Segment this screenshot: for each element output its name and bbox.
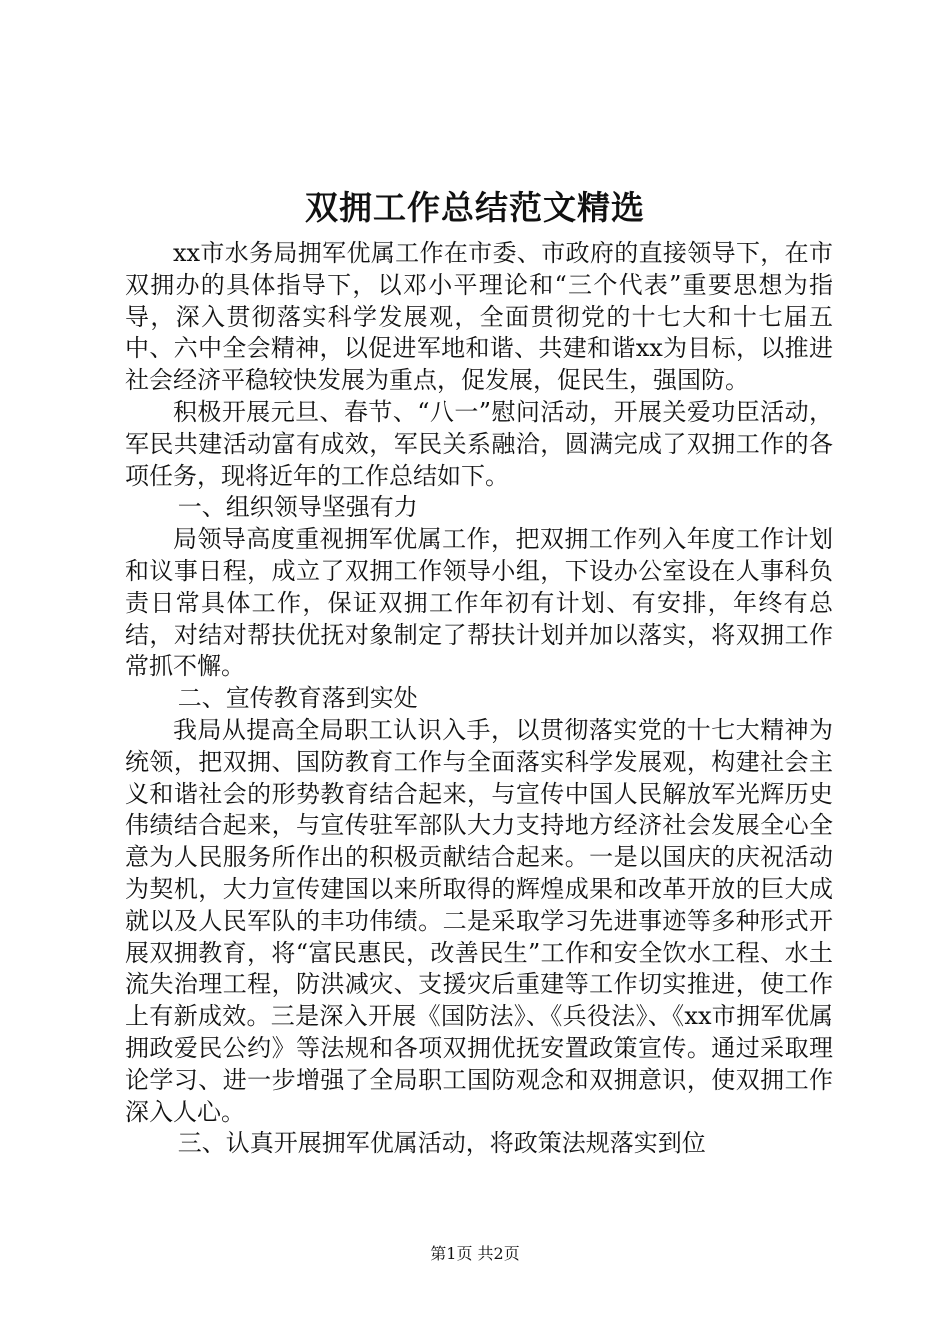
section-heading-publicity: 二、宣传教育落到实处	[177, 684, 418, 713]
section-heading-activities: 三、认真开展拥军优属活动，将政策法规落实到位	[177, 1129, 706, 1158]
section-heading-organization: 一、组织领导坚强有力	[177, 493, 418, 522]
document-body	[125, 238, 833, 1160]
paragraph-intro: xx市水务局拥军优属工作在市委、市政府的直接领导下，在市双拥办的具体指导下，以邓小平理论和“三个代表”重要思想为指导，深入贯彻落实科学发展观，全面贯彻党的十七大和十七届五中、六中全会精神，以促进军地和谐、共建和谐xx为目标，以推进社会经济平稳较快发展为重点，促发展，促民生，强国防。	[125, 239, 833, 395]
paragraph-publicity: 我局从提高全局职工认识入手，以贯彻落实党的十七大精神为统领，把双拥、国防教育工作与全面落实科学发展观，构建社会主义和谐社会的形势教育结合起来，与宣传中国人民解放军光辉历史伟绩结合起来，与宣传驻军部队大力支持地方经济社会发展全心全意为人民服务所作出的积极贡献结合起来。一是以国庆的庆祝活动为契机，大力宣传建国以来所取得的辉煌成果和改革开放的巨大成就以及人民军队的丰功伟绩。二是采取学习先进事迹等多种形式开展双拥教育，将“富民惠民，改善民生”工作和安全饮水工程、水土流失治理工程，防洪减灾、支援灾后重建等工作切实推进，使工作上有新成效。三是深入开展《国防法》、《兵役法》、《xx市拥军优属拥政爱民公约》等法规和各项双拥优抚安置政策宣传。通过采取理论学习、进一步增强了全局职工国防观念和双拥意识，使双拥工作深入人心。	[125, 715, 833, 1126]
document-title: 双拥工作总结范文精选	[305, 188, 645, 227]
paragraph-organization: 局领导高度重视拥军优属工作，把双拥工作列入年度工作计划和议事日程，成立了双拥工作领导小组，下设办公室设在人事科负责日常具体工作，保证双拥工作年初有计划、有安排，年终有总结，对结对帮扶优抚对象制定了帮扶计划并加以落实，将双拥工作常抓不懈。	[125, 525, 833, 681]
page-footer: 第1页 共2页	[430, 1244, 520, 1263]
paragraph-activities: 积极开展元旦、春节、“八一”慰问活动，开展关爱功臣活动，军民共建活动富有成效，军民关系融洽，圆满完成了双拥工作的各项任务，现将近年的工作总结如下。	[125, 397, 833, 490]
